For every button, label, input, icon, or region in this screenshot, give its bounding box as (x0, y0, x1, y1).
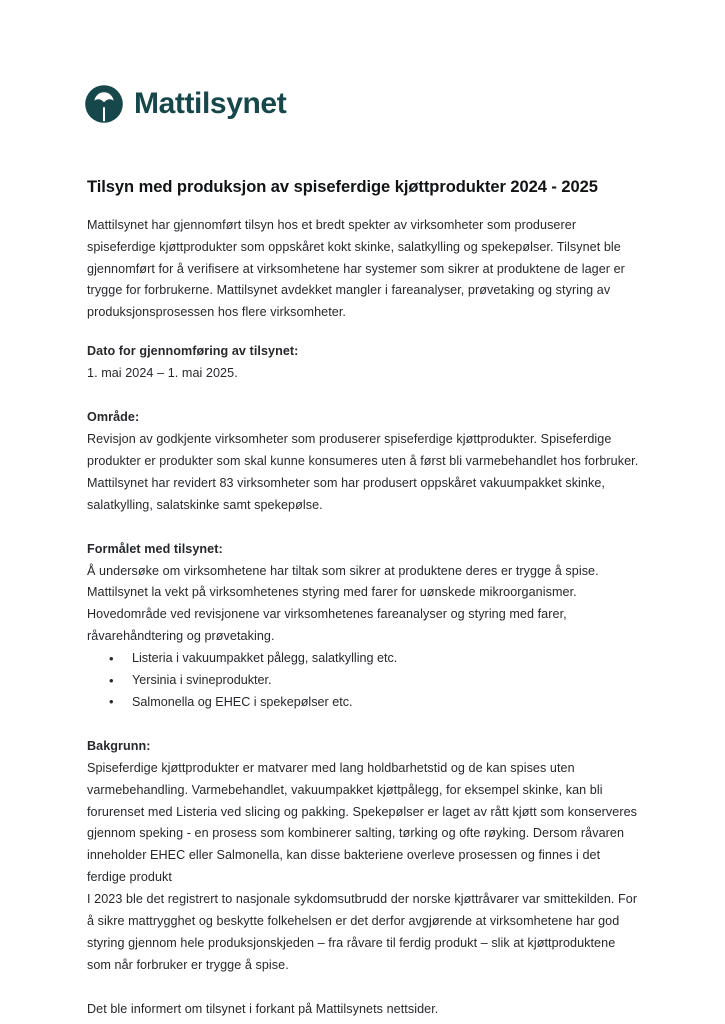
section-body-omrade: Revisjon av godkjente virksomheter som produserer spiseferdige kjøttprodukter. Spiseferdige produkter er produkter som skal kunne konsumeres uten å først bli varmebehandlet hos forbruker. Mattilsynet har revidert 83 virksomheter som har produsert oppskåret vakuumpakket skinke, salatkylling, salatskinke samt spekepølse. (87, 431, 639, 512)
background-paragraph-1: Spiseferdige kjøttprodukter er matvarer med lang holdbarhetstid og de kan spises uten varmebehandling. Varmebehandlet, vakuumpakket kjøttpålegg, for eksempel skinke, kan bli forurenset med Listeria ved slicing og pakking. Spekepølser er laget av rått kjøtt som konserveres gjennom speking - en prosess som kombinerer salting, tørking og ofte røyking. Dersom råvaren inneholder EHEC eller Salmonella, kan disse bakteriene overleve prosessen og finnes i det ferdige produkt (87, 760, 638, 885)
spacer (87, 714, 639, 736)
section-omrade (87, 407, 639, 517)
closing-paragraph: Det ble informert om tilsynet i forkant på Mattilsynets nettsider. (87, 1001, 439, 1016)
section-bakgrunn (87, 736, 639, 977)
section-formal (87, 539, 639, 649)
document-content (87, 174, 639, 1021)
list-item: • Yersinia i svineprodukter. (87, 670, 639, 692)
section-body-formal: Å undersøke om virksomhetene har tiltak som sikrer at produktene deres er trygge å spise. Mattilsynet la vekt på virksomhetenes styring med farer for uønskede mikroorganismer. Hovedområde ved revisjonene var virksomhetenes fareanalyser og styring med farer, råvarehåndtering og prøvetaking. (87, 563, 599, 644)
section-heading-bakgrunn: Bakgrunn: (87, 738, 151, 753)
list-item: • Salmonella og EHEC i spekepølser etc. (87, 692, 639, 714)
hazard-bullet-list (87, 648, 639, 714)
list-item: • Listeria i vakuumpakket pålegg, salatkylling etc. (87, 648, 639, 670)
mattilsynet-logo (84, 84, 286, 124)
section-heading-omrade: Område: (87, 410, 140, 425)
page-title: Tilsyn med produksjon av spiseferdige kjøttprodukter 2024 - 2025 (87, 178, 598, 196)
section-dato (87, 341, 639, 385)
spacer (87, 385, 639, 407)
section-body-dato: 1. mai 2024 – 1. mai 2025. (87, 366, 238, 381)
section-heading-formal: Formålet med tilsynet: (87, 541, 223, 556)
intro-paragraph: Mattilsynet har gjennomført tilsyn hos et bredt spekter av virksomheter som produserer spiseferdige kjøttprodukter som oppskåret kokt skinke, salatkylling og spekepølser. Tilsynet ble gjennomført for å verifisere at virksomhetene har systemer som sikrer at produktene de lager er trygge for forbrukerne. Mattilsynet avdekket mangler i fareanalyser, prøvetaking og styring av produksjonsprosessen hos flere virksomheter. (87, 217, 625, 320)
spacer (87, 517, 639, 539)
mattilsynet-leaf-circle-icon (84, 84, 124, 124)
background-paragraph-2: I 2023 ble det registrert to nasjonale sykdomsutbrudd der norske kjøttråvarer var smittekilden. For å sikre mattrygghet og beskytte folkehelsen er det derfor avgjørende at virksomhetene har god styring gjennom hele produksjonskjeden – fra råvare til ferdig produkt – slik at kjøttproduktene som når forbruker er trygge å spise. (87, 892, 638, 972)
logo-wordmark: Mattilsynet (134, 87, 287, 120)
spacer (87, 977, 639, 999)
section-heading-dato: Dato for gjennomføring av tilsynet: (87, 344, 299, 359)
